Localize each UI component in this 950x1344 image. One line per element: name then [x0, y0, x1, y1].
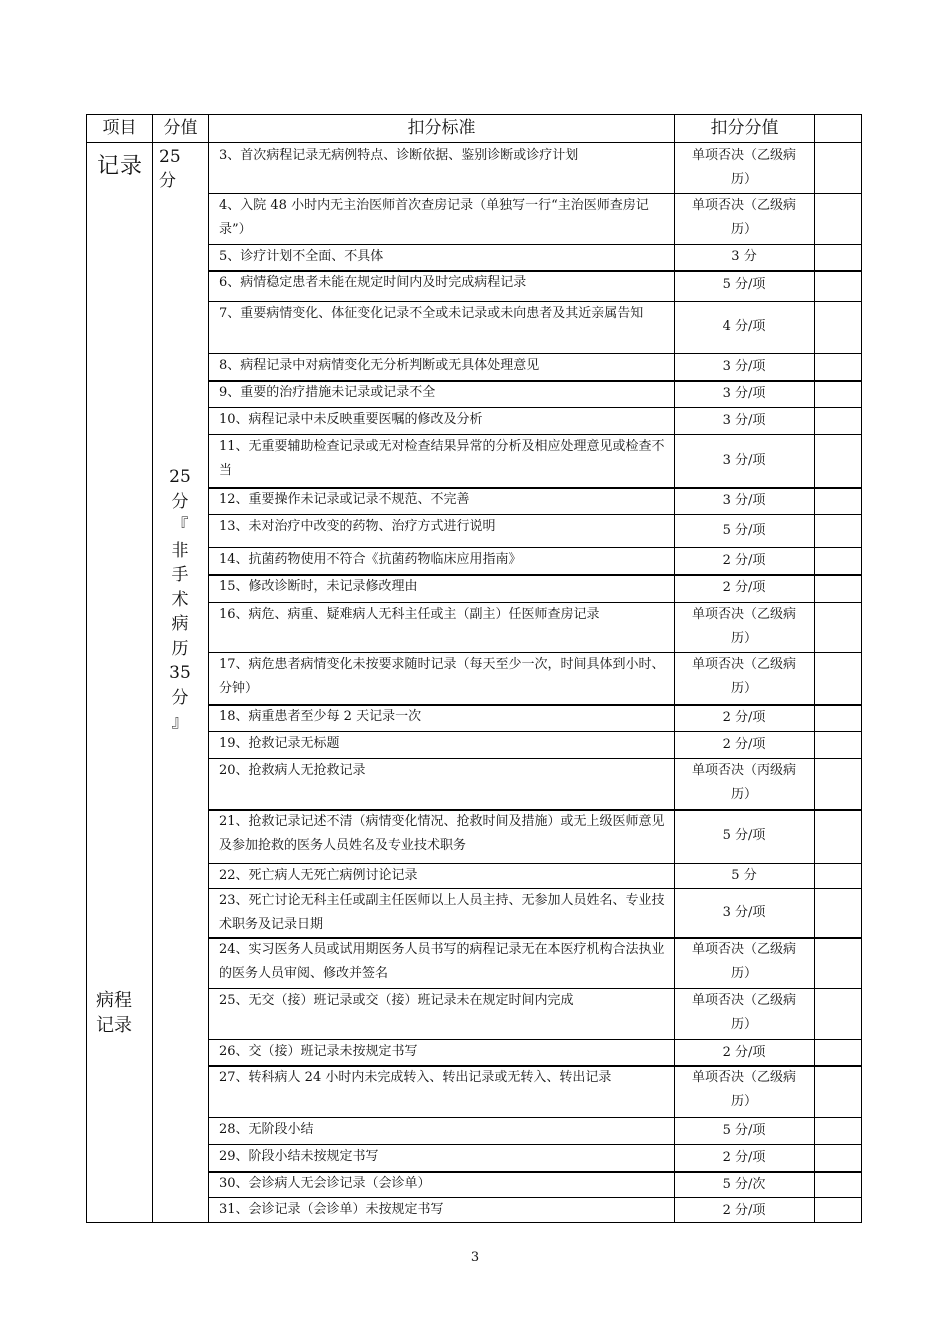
deduction-cell: 单项否决（乙级病历） — [691, 148, 796, 187]
criteria-cell: 28、无阶段小结 — [219, 1122, 314, 1137]
deduction-cell: 3 分/项 — [722, 385, 766, 401]
deduction-cell: 单项否决（乙级病历） — [691, 942, 796, 981]
score-vertical-char: 35 — [169, 663, 191, 683]
criteria-cell: 15、修改诊断时，未记录修改理由 — [219, 579, 418, 594]
criteria-cell: 7、重要病情变化、体征变化记录不全或未记录或未向患者及其近亲属告知 — [219, 306, 644, 321]
score-vertical-char: 』 — [171, 712, 189, 732]
deduction-cell: 单项否决（乙级病历） — [691, 1070, 796, 1109]
assessment-table — [86, 114, 862, 1223]
score-vertical-char: 病 — [171, 614, 189, 634]
grid-line — [152, 115, 153, 1222]
deduction-cell: 2 分/项 — [722, 709, 766, 725]
score-vertical-char: 手 — [171, 565, 189, 585]
criteria-cell: 16、病危、病重、疑难病人无科主任或主（副主）任医师查房记录 — [219, 607, 600, 622]
score-top-number: 25 — [159, 147, 181, 167]
criteria-cell: 13、未对治疗中改变的药物、治疗方式进行说明 — [219, 519, 496, 534]
criteria-cell: 19、抢救记录无标题 — [219, 736, 340, 751]
deduction-cell: 单项否决（丙级病历） — [691, 763, 796, 802]
header-blank — [815, 115, 861, 142]
header-project: 项目 — [102, 118, 137, 138]
criteria-cell: 10、病程记录中未反映重要医嘱的修改及分析 — [219, 412, 483, 427]
score-vertical-char: 分 — [171, 687, 189, 708]
criteria-cell: 26、交（接）班记录未按规定书写 — [219, 1044, 418, 1059]
header-score: 分值 — [163, 118, 198, 138]
deduction-cell: 单项否决（乙级病历） — [691, 198, 796, 237]
deduction-cell: 单项否决（乙级病历） — [691, 993, 796, 1032]
grid-line — [814, 115, 815, 1222]
score-vertical-char: 分 — [171, 491, 189, 512]
project-bottom-line1: 病程 — [96, 990, 132, 1011]
deduction-cell: 5 分/项 — [722, 277, 766, 292]
project-label-bottom — [96, 988, 136, 1038]
criteria-cell: 11、无重要辅助检查记录或无对检查结果异常的分析及相应处理意见或检查不当 — [219, 439, 665, 478]
deduction-cell: 2 分/项 — [722, 1203, 766, 1218]
deduction-cell: 5 分/项 — [722, 522, 766, 538]
criteria-cell: 21、抢救记录记述不清（病情变化情况、抢救时间及措施）或无上级医师意见及参加抢救的医务人员姓名及专业技术职务 — [219, 814, 665, 853]
criteria-cell: 27、转科病人 24 小时内未完成转入、转出记录或无转入、转出记录 — [219, 1070, 612, 1085]
criteria-cell: 18、病重患者至少每 2 天记录一次 — [219, 709, 422, 724]
score-vertical-char: 历 — [171, 638, 189, 659]
header-divider — [87, 142, 861, 143]
deduction-cell: 3 分/项 — [722, 904, 766, 920]
score-label-top — [159, 145, 181, 193]
score-label-vertical — [167, 465, 193, 735]
score-vertical-char: 25 — [169, 467, 191, 487]
criteria-cell: 14、抗菌药物使用不符合《抗菌药物临床应用指南》 — [219, 552, 522, 567]
criteria-cell: 25、无交（接）班记录或交（接）班记录未在规定时间内完成 — [219, 993, 574, 1008]
grid-line — [208, 115, 209, 1222]
deduction-cell: 2 分/项 — [722, 1044, 766, 1060]
deduction-cell: 5 分/次 — [722, 1176, 766, 1192]
score-vertical-char: 非 — [171, 540, 189, 561]
criteria-cell: 3、首次病程记录无病例特点、诊断依据、鉴别诊断或诊疗计划 — [219, 148, 579, 163]
criteria-cell: 9、重要的治疗措施未记录或记录不全 — [219, 385, 436, 400]
deduction-cell: 5 分/项 — [722, 1122, 766, 1138]
deduction-cell: 4 分/项 — [722, 319, 766, 334]
criteria-cell: 6、病情稳定患者未能在规定时间内及时完成病程记录 — [219, 275, 527, 290]
score-top-unit: 分 — [159, 171, 176, 191]
criteria-cell: 8、病程记录中对病情变化无分析判断或无具体处理意见 — [219, 358, 540, 373]
deduction-cell: 单项否决（乙级病历） — [691, 607, 796, 646]
deduction-cell: 3 分/项 — [722, 412, 766, 428]
score-vertical-char: 术 — [171, 589, 189, 610]
page-number: 3 — [470, 1250, 480, 1265]
criteria-cell: 30、会诊病人无会诊记录（会诊单） — [219, 1176, 431, 1191]
deduction-cell: 3 分 — [731, 249, 757, 264]
criteria-cell: 31、会诊记录（会诊单）未按规定书写 — [219, 1202, 444, 1217]
deduction-cell: 5 分 — [731, 867, 757, 883]
deduction-cell: 2 分/项 — [722, 1149, 766, 1165]
project-label-top: 记录 — [97, 154, 144, 179]
deduction-cell: 3 分/项 — [722, 358, 766, 374]
criteria-cell: 5、诊疗计划不全面、不具体 — [219, 249, 384, 264]
header-deduction: 扣分分值 — [710, 118, 779, 138]
criteria-cell: 17、病危患者病情变化未按要求随时记录（每天至少一次，时间具体到小时、分钟） — [219, 657, 665, 696]
criteria-cell: 22、死亡病人无死亡病例讨论记录 — [219, 868, 418, 883]
deduction-cell: 5 分/项 — [722, 828, 766, 843]
criteria-cell: 4、入院 48 小时内无主治医师首次查房记录（单独写一行“主治医师查房记录”） — [219, 198, 649, 237]
criteria-cell: 29、阶段小结未按规定书写 — [219, 1149, 379, 1164]
deduction-cell: 2 分/项 — [722, 580, 766, 595]
criteria-cell: 24、实习医务人员或试用期医务人员书写的病程记录无在本医疗机构合法执业的医务人员审阅、修改并签名 — [219, 942, 665, 981]
project-bottom-line2: 记录 — [96, 1015, 132, 1036]
deduction-cell: 3 分/项 — [722, 452, 766, 468]
criteria-cell: 23、死亡讨论无科主任或副主任医师以上人员主持、无参加人员姓名、专业技术职务及记录日期 — [219, 893, 665, 932]
header-criteria: 扣分标准 — [407, 118, 476, 138]
criteria-cell: 20、抢救病人无抢救记录 — [219, 763, 366, 778]
deduction-cell: 单项否决（乙级病历） — [691, 657, 796, 696]
deduction-cell: 2 分/项 — [722, 736, 766, 752]
criteria-cell: 12、重要操作未记录或记录不规范、不完善 — [219, 492, 470, 507]
deduction-cell: 3 分/项 — [722, 492, 766, 508]
deduction-cell: 2 分/项 — [722, 552, 766, 568]
score-vertical-char: 『 — [171, 516, 189, 536]
